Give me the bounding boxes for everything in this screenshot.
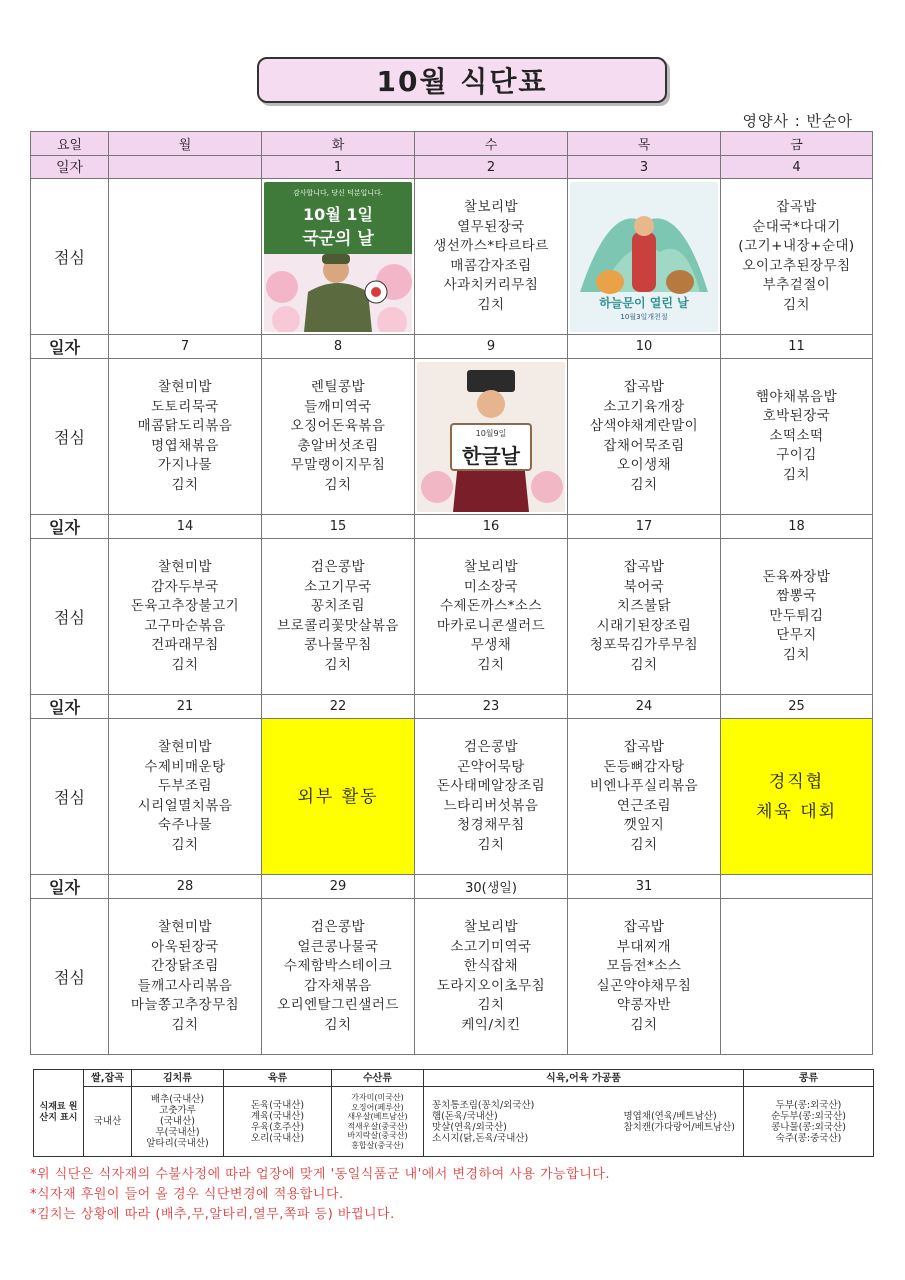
date-cell: 16: [415, 515, 568, 539]
origin-kimchi: [132, 1087, 224, 1157]
menu-cell: [109, 359, 262, 515]
menu-item: 김치: [630, 836, 658, 853]
menu-item: 브로콜리꽃맛살볶음: [277, 617, 399, 634]
menu-item: 북어국: [623, 578, 665, 595]
menu-item: 얼큰콩나물국: [297, 938, 379, 955]
date-row: [31, 515, 873, 539]
menu-item: 김치: [171, 1016, 199, 1033]
menu-item: 두부조림: [157, 778, 213, 794]
menu-item: 아욱된장국: [151, 938, 219, 955]
origin-header: 육류: [224, 1070, 332, 1087]
origin-data-row: [34, 1087, 874, 1157]
weekday-header-row: [31, 132, 873, 156]
menu-items: [262, 378, 414, 495]
meal-label: 점심: [31, 539, 109, 695]
menu-item: 약콩자반: [616, 997, 672, 1013]
menu-items: [568, 378, 720, 495]
menu-item: (고기+내장+순대): [738, 238, 855, 254]
menu-cell: [262, 539, 415, 695]
origin-header: 김치류: [132, 1070, 224, 1087]
menu-item: 도라지오이초무침: [436, 977, 546, 994]
date-cell: 17: [568, 515, 721, 539]
menu-item: 돈등뼈감자탕: [603, 758, 685, 775]
menu-item: 감자두부국: [151, 578, 219, 595]
menu-item: 오이생채: [616, 457, 672, 473]
menu-cell: [721, 539, 873, 695]
origin-item: 콩나물(콩:외국산): [771, 1121, 846, 1133]
menu-item: 오징어돈육볶음: [290, 418, 386, 434]
date-cell: 23: [415, 695, 568, 719]
menu-item: 찰보리밥: [463, 919, 519, 935]
date-cell: 4: [721, 156, 873, 179]
menu-item: 잡곡밥: [776, 199, 817, 215]
meal-label: 점심: [31, 899, 109, 1055]
menu-cell: [721, 359, 873, 515]
menu-cell: [415, 719, 568, 875]
menu-item: 수제함박스테이크: [283, 958, 393, 974]
date-cell: 28: [109, 875, 262, 899]
origin-item: 알타리(국내산): [146, 1138, 209, 1149]
origin-item: 새우살(베트남산): [347, 1112, 408, 1121]
menu-item: 잡채어묵조림: [603, 437, 685, 454]
date-cell: 30(생일): [415, 875, 568, 899]
menu-cell-image: [415, 359, 568, 515]
menu-cell: [568, 539, 721, 695]
origin-item: 숙주(콩:중국산): [775, 1132, 842, 1144]
date-cell: 8: [262, 335, 415, 359]
menu-item: 도토리묵국: [151, 398, 219, 415]
meal-row: [31, 179, 873, 335]
menu-items: [262, 558, 414, 675]
poster-caption-small: 감사합니다, 당신 덕분입니다.: [292, 188, 384, 197]
menu-cell-empty: [721, 899, 873, 1055]
menu-item: 햄야채볶음밥: [755, 388, 838, 405]
menu-table: [30, 131, 873, 1055]
menu-item: 미소장국: [463, 578, 519, 595]
origin-item: 햄(돈육/국내산): [432, 1110, 498, 1122]
notes: [30, 1165, 610, 1225]
date-cell: 3: [568, 156, 721, 179]
menu-cell-empty: [109, 179, 262, 335]
poster-caption-title: 하늘문이 열린 날: [599, 295, 689, 310]
origin-item: 무(국내산): [155, 1127, 200, 1138]
poster-caption-title: 국군의 날: [302, 228, 374, 249]
menu-item: 총알버섯조림: [297, 437, 379, 454]
weekday-header-label: 요일: [31, 132, 109, 156]
date-cell: 2: [415, 156, 568, 179]
menu-item: 열무된장국: [457, 218, 525, 235]
menu-item: 건파래무침: [151, 637, 219, 653]
menu-item: 가지나물: [157, 457, 213, 473]
menu-item: 김치: [782, 466, 811, 483]
menu-item: 숙주나물: [157, 817, 213, 833]
date-label: 일자: [31, 156, 109, 179]
menu-item: 찰현미밥: [157, 559, 213, 575]
menu-item: 매콤닭도리볶음: [137, 418, 233, 434]
menu-cell: [109, 539, 262, 695]
origin-item: 참치캔(가다랑어/베트남산): [623, 1121, 735, 1133]
origin-row-label: 식재료 원산지 표시: [34, 1070, 84, 1157]
armed-forces-day-poster: [264, 182, 412, 332]
menu-item: 소고기무국: [304, 578, 372, 595]
menu-cell: [568, 899, 721, 1055]
menu-item: 돈사태메알장조림: [436, 778, 546, 794]
origin-item: 오리(국내산): [250, 1132, 305, 1144]
date-label: 일자: [31, 875, 109, 899]
origin-item: 가자미(미국산): [351, 1093, 404, 1102]
origin-header: 식육,어육 가공품: [424, 1070, 744, 1087]
menu-item: 부대찌개: [616, 938, 672, 955]
menu-item: 렌틸콩밥: [310, 379, 366, 395]
menu-item: 연근조림: [616, 797, 672, 814]
menu-items: [415, 198, 567, 315]
menu-items: [415, 558, 567, 675]
menu-item: 무말랭이지무침: [290, 457, 386, 473]
menu-item: 마카로니콘샐러드: [436, 617, 546, 634]
dietitian-label: 영양사 : 반순아: [742, 112, 853, 130]
menu-item: 찰보리밥: [463, 559, 519, 575]
menu-item: 무생채: [470, 637, 512, 653]
date-cell: 25: [721, 695, 873, 719]
menu-cell: [415, 899, 568, 1055]
menu-item: 시래기된장조림: [596, 617, 692, 634]
origin-item: 오징어(페루산): [351, 1102, 404, 1112]
date-cell: 11: [721, 335, 873, 359]
menu-item: 찰현미밥: [157, 739, 213, 755]
origin-item: 순두부(콩:외국산): [771, 1110, 846, 1122]
date-cell: [721, 875, 873, 899]
menu-item: 고구마순볶음: [144, 617, 226, 634]
menu-item: 한식잡채: [463, 958, 519, 974]
note-line: *김치는 상황에 따라 (배추,무,알타리,열무,쪽파 등) 바뀝니다.: [30, 1207, 395, 1222]
menu-item: 꽁치조림: [310, 598, 366, 614]
menu-cell: [415, 179, 568, 335]
origin-item: 돈육(국내산): [250, 1099, 305, 1111]
menu-cell: [109, 719, 262, 875]
menu-items: [568, 738, 720, 855]
menu-cell-image: [262, 179, 415, 335]
menu-item: 사과치커리무침: [443, 277, 539, 293]
menu-item: 돈육짜장밥: [762, 568, 831, 585]
menu-item: 시리얼멸치볶음: [137, 797, 233, 814]
menu-item: 김치: [782, 646, 811, 663]
menu-item: 모듬전*소스: [606, 958, 682, 974]
menu-item: 검은콩밥: [310, 559, 366, 575]
menu-cell-image: [568, 179, 721, 335]
origin-seafood: [332, 1087, 424, 1157]
origin-beans: [744, 1087, 874, 1157]
date-row: [31, 335, 873, 359]
date-cell: 22: [262, 695, 415, 719]
menu-item: 생선까스*타르타르: [433, 238, 549, 254]
menu-cell: [568, 719, 721, 875]
origin-item: 계육(국내산): [250, 1110, 305, 1122]
origin-item: 명엽채(연육/베트남산): [623, 1110, 717, 1122]
menu-cell: [568, 359, 721, 515]
menu-item: 찰현미밥: [157, 379, 213, 395]
menu-item: 치즈불닭: [616, 598, 672, 614]
event-text: [721, 767, 872, 827]
poster-caption-title: 한글날: [462, 443, 520, 468]
menu-item: 김치: [477, 997, 505, 1013]
menu-item: 구이김: [776, 447, 817, 464]
meal-row: [31, 719, 873, 875]
event-line: 체육 대회: [755, 801, 838, 822]
date-label: 일자: [31, 335, 109, 359]
origin-item: 맛살(연육/외국산): [432, 1121, 507, 1133]
menu-item: 감자채볶음: [304, 977, 372, 994]
meal-label: 점심: [31, 179, 109, 335]
menu-items: [721, 198, 872, 315]
note-line: *위 식단은 식자재의 수불사정에 따라 업장에 맞게 '동일식품군 내'에서 변경하여 사용 가능합니다.: [30, 1167, 610, 1182]
menu-item: 삼색야채계란말이: [589, 418, 699, 434]
date-cell: 1: [262, 156, 415, 179]
origin-header: 수산류: [332, 1070, 424, 1087]
menu-item: 김치: [477, 656, 505, 673]
event-line: 경직협: [768, 771, 825, 792]
menu-item: 찰현미밥: [157, 919, 213, 935]
menu-item: 검은콩밥: [463, 739, 519, 755]
menu-item: 케익/치킨: [461, 1016, 521, 1033]
origin-rice: 국내산: [84, 1087, 132, 1157]
date-row: [31, 875, 873, 899]
date-cell: 29: [262, 875, 415, 899]
page-title: 10월 식단표: [257, 57, 667, 103]
menu-item: 잡곡밥: [623, 379, 665, 395]
menu-items: [262, 918, 414, 1035]
foundation-day-poster: [570, 182, 718, 332]
weekday-wed: 수: [415, 132, 568, 156]
menu-cell: [262, 359, 415, 515]
date-cell: [109, 156, 262, 179]
menu-item: 매콤감자조림: [450, 257, 532, 274]
menu-items: [568, 918, 720, 1035]
menu-item: 김치: [171, 836, 199, 853]
origin-meat: [224, 1087, 332, 1157]
menu-cell: [721, 179, 873, 335]
menu-items: [109, 378, 261, 495]
menu-item: 소고기미역국: [450, 938, 532, 955]
menu-item: 비엔나푸실리볶음: [589, 778, 699, 794]
date-cell: 10: [568, 335, 721, 359]
origin-header: 콩류: [744, 1070, 874, 1087]
event-text: 외부 활동: [297, 786, 379, 807]
menu-item: 김치: [324, 476, 352, 493]
menu-item: 김치: [477, 836, 505, 853]
origin-processed-left: [432, 1100, 534, 1144]
origin-item: 우육(호주산): [250, 1121, 305, 1133]
origin-item: 바지락살(중국산): [347, 1131, 408, 1140]
date-row: [31, 695, 873, 719]
date-label: 일자: [31, 695, 109, 719]
note-line: *식자재 후원이 들어 올 경우 식단변경에 적용합니다.: [30, 1187, 344, 1202]
menu-item: 마늘쫑고추장무침: [130, 997, 240, 1013]
meal-row: [31, 899, 873, 1055]
origin-item: (국내산): [160, 1116, 195, 1127]
weekday-mon: 월: [109, 132, 262, 156]
meal-row: [31, 359, 873, 515]
date-cell: 18: [721, 515, 873, 539]
weekday-fri: 금: [721, 132, 873, 156]
meal-row: [31, 539, 873, 695]
date-cell: 31: [568, 875, 721, 899]
menu-items: [109, 558, 261, 675]
menu-cell: [262, 899, 415, 1055]
menu-item: 김치: [477, 296, 505, 313]
menu-item: 김치: [782, 296, 811, 313]
menu-items: [109, 738, 261, 855]
origin-processed-right: [623, 1111, 735, 1133]
menu-item: 검은콩밥: [310, 919, 366, 935]
menu-item: 김치: [171, 476, 199, 493]
date-cell: 15: [262, 515, 415, 539]
menu-item: 김치: [324, 1016, 352, 1033]
menu-cell: [415, 539, 568, 695]
menu-item: 오이고추된장무침: [742, 257, 851, 274]
origin-item: 두부(콩:외국산): [775, 1099, 842, 1111]
origin-item: 배추(국내산): [150, 1094, 205, 1105]
menu-item: 들깨미역국: [304, 398, 372, 415]
menu-item: 실곤약야채무침: [596, 977, 692, 994]
date-cell: 9: [415, 335, 568, 359]
origin-table: [33, 1069, 874, 1157]
menu-item: 들깨고사리볶음: [137, 977, 233, 994]
origin-item: 홍합살(중국산): [351, 1140, 404, 1150]
menu-items: [568, 558, 720, 675]
hangul-day-poster: [417, 362, 565, 512]
menu-item: 콩나물무침: [304, 637, 372, 653]
menu-item: 잡곡밥: [623, 739, 665, 755]
menu-item: 김치: [324, 656, 352, 673]
menu-cell: [109, 899, 262, 1055]
origin-item: 적새우살(중국산): [347, 1121, 408, 1131]
date-cell: 7: [109, 335, 262, 359]
menu-item: 청경채무침: [457, 817, 525, 833]
poster-caption-date: 10월3일개천절: [620, 312, 668, 321]
origin-header: 쌀,잡곡: [84, 1070, 132, 1087]
menu-items: [415, 738, 567, 855]
date-label: 일자: [31, 515, 109, 539]
poster-caption-date: 10월9일: [475, 428, 507, 438]
menu-items: [721, 388, 872, 486]
poster-caption-date: 10월 1일: [303, 204, 373, 224]
date-row: [31, 156, 873, 179]
menu-item: 찰보리밥: [463, 199, 519, 215]
menu-item: 잡곡밥: [623, 559, 665, 575]
menu-items: [109, 918, 261, 1035]
menu-items: [415, 918, 567, 1035]
menu-item: 짬뽕국: [776, 588, 817, 605]
menu-item: 순대국*다대기: [752, 218, 841, 235]
menu-item: 단무지: [776, 627, 817, 644]
origin-item: 소시지(닭,돈육/국내산): [432, 1132, 529, 1144]
menu-item: 수제비매운탕: [144, 758, 226, 775]
menu-item: 느타리버섯볶음: [443, 797, 539, 814]
menu-item: 곤약어묵탕: [457, 758, 525, 775]
origin-item: 꽁치통조림(꽁치/외국산): [432, 1099, 535, 1111]
menu-item: 부추겉절이: [762, 277, 831, 293]
menu-items: [721, 568, 872, 666]
menu-item: 오리엔탈그린샐러드: [277, 997, 399, 1013]
weekday-thu: 목: [568, 132, 721, 156]
menu-item: 소떡소떡: [769, 427, 824, 444]
menu-item: 소고기육개장: [603, 398, 685, 415]
origin-processed: [424, 1087, 744, 1157]
origin-item: 고춧가루: [159, 1105, 196, 1116]
event-cell-sports-day: [721, 719, 873, 875]
menu-item: 호박된장국: [762, 408, 831, 425]
event-cell-outing: [262, 719, 415, 875]
meal-label: 점심: [31, 359, 109, 515]
date-cell: 24: [568, 695, 721, 719]
menu-item: 수제돈까스*소스: [439, 598, 543, 614]
menu-item: 청포묵김가루무침: [589, 637, 699, 653]
menu-item: 김치: [630, 476, 658, 493]
menu-item: 김치: [630, 1016, 658, 1033]
menu-item: 돈육고추장불고기: [130, 598, 240, 614]
origin-header-row: [34, 1070, 874, 1087]
menu-item: 간장닭조림: [151, 958, 219, 974]
meal-label: 점심: [31, 719, 109, 875]
menu-item: 깻잎지: [623, 817, 665, 833]
menu-item: 잡곡밥: [623, 919, 665, 935]
menu-item: 명엽채볶음: [151, 437, 219, 454]
weekday-tue: 화: [262, 132, 415, 156]
date-cell: 21: [109, 695, 262, 719]
date-cell: 14: [109, 515, 262, 539]
menu-item: 만두튀김: [769, 607, 824, 624]
menu-item: 김치: [171, 656, 199, 673]
menu-item: 김치: [630, 656, 658, 673]
